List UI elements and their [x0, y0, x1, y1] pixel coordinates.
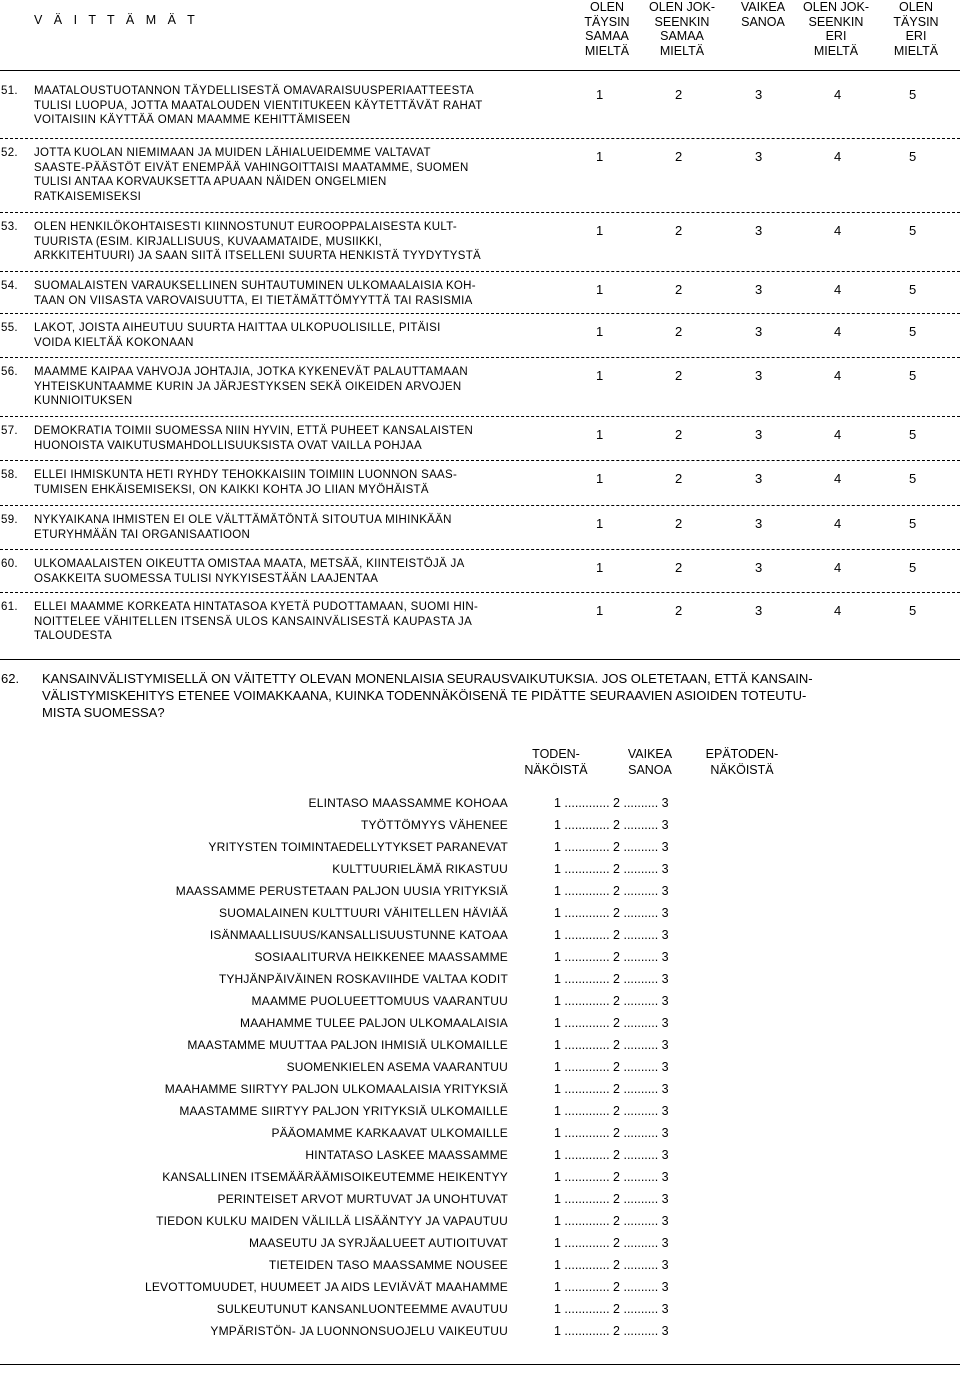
likert-row [0, 862, 960, 880]
statement-text-line: HUONOISTA VAIKUTUSMAHDOLLISUUKSISTA OVAT VAILLA POHJAA [34, 439, 422, 452]
row-separator [0, 416, 960, 417]
likert-options[interactable]: 1 ............. 2 .......... 3 [554, 1170, 669, 1184]
scale-option[interactable]: 5 [909, 427, 917, 442]
section-title: V Ä I T T Ä M Ä T [34, 13, 199, 27]
likert-options[interactable]: 1 ............. 2 .......... 3 [554, 1060, 669, 1074]
statement-text-line: TULISI ANTAA KORVAUKSETTA APUAAN NÄIDEN ONGELMIEN [34, 176, 387, 188]
likert-row [0, 994, 960, 1012]
scale-option[interactable]: 4 [834, 282, 842, 297]
scale-option[interactable]: 3 [755, 427, 763, 442]
row-separator [0, 138, 960, 139]
statement-text-line: ELLEI MAAMME KORKEATA HINTATASOA KYETÄ PUDOTTAMAAN, SUOMI HIN- [34, 601, 479, 613]
row-separator [0, 313, 960, 314]
statement-text-line: TAAN ON VIISASTA VAROVAISUUTTA, EI TIETÄMÄTTÖMYYTTÄ TAI RASISMIA [34, 294, 473, 307]
likert-item-label: MAASEUTU JA SYRJÄALUEET AUTIOITUVAT [248, 1236, 508, 1250]
likert-item-label: SOSIAALITURVA HEIKKENEE MAASSAMME [254, 950, 508, 964]
scale-option[interactable]: 3 [755, 603, 763, 618]
scale-option[interactable]: 5 [909, 282, 917, 297]
statement-text-line: SAASTE-PÄÄSTÖT EIVÄT ENEMPÄÄ VAHINGOITTAISI MAATAMME, SUOMEN [34, 161, 469, 174]
row-separator [0, 549, 960, 550]
statement-text-line: ULKOMAALAISTEN OIKEUTTA OMISTAA MAATA, METSÄÄ, KIINTEISTÖJÄ JA [34, 558, 465, 570]
scale-column-header: OLEN JOK- SEENKIN SAMAA MIELTÄ [649, 0, 715, 58]
likert-row [0, 1148, 960, 1166]
likert-row [0, 1192, 960, 1210]
statement-number: 59. [1, 514, 18, 526]
likert-options[interactable]: 1 ............. 2 .......... 3 [554, 862, 669, 876]
likert-item-label: KULTTUURIELÄMÄ RIKASTUU [332, 862, 508, 876]
scale-option[interactable]: 1 [596, 282, 604, 297]
likert-options[interactable]: 1 ............. 2 .......... 3 [554, 1192, 669, 1206]
likert-item-label: PÄÄOMAMME KARKAAVAT ULKOMAILLE [271, 1126, 508, 1140]
likert-options[interactable]: 1 ............. 2 .......... 3 [554, 1302, 669, 1316]
likert-item-label: MAASTAMME SIIRTYY PALJON YRITYKSIÄ ULKOMAILLE [179, 1104, 508, 1118]
statement-number: 54. [1, 280, 18, 292]
likert-item-label: LEVOTTOMUUDET, HUUMEET JA AIDS LEVIÄVÄT MAAHAMME [144, 1280, 508, 1294]
question-text-line: VÄLISTYMISKEHITYS ETENEE VOIMAKKAANA, KUINKA TODENNÄKÖISENÄ TE PIDÄTTE SEURAAVIEN ASIOIDEN TOTEUTU- [42, 688, 807, 703]
statement-text-line: MAAMME KAIPAA VAHVOJA JOHTAJIA, JOTKA KYKENEVÄT PALAUTTAMAAN [34, 366, 469, 378]
scale-option[interactable]: 2 [675, 282, 683, 297]
likert-row [0, 1280, 960, 1298]
likert-row [0, 884, 960, 902]
scale-option[interactable]: 5 [909, 368, 917, 383]
likert-row [0, 1038, 960, 1056]
statement-text-line: ARKKITEHTUURI) JA SAAN SIITÄ ITSELLENI SUURTA HENKISTÄ TYYDYTYSTÄ [34, 250, 482, 262]
likert-row [0, 1104, 960, 1122]
scale-option[interactable]: 5 [909, 560, 917, 575]
scale-option[interactable]: 3 [755, 516, 763, 531]
statement-text-line: SUOMALAISTEN VARAUKSELLINEN SUHTAUTUMINEN ULKOMAALAISIA KOH- [34, 280, 476, 292]
scale-option[interactable]: 3 [755, 560, 763, 575]
likert-item-label: SUOMALAINEN KULTTUURI VÄHITELLEN HÄVIÄÄ [219, 906, 508, 920]
scale-option[interactable]: 5 [909, 603, 917, 618]
question-number: 62. [1, 671, 20, 686]
likert-row [0, 1214, 960, 1232]
statement-text-line: RATKAISEMISEKSI [34, 190, 142, 203]
likert-item-label: KANSALLINEN ITSEMÄÄRÄÄMISOIKEUTEMME HEIKENTYY [162, 1170, 508, 1184]
row-separator [0, 212, 960, 213]
scale-option[interactable]: 4 [834, 87, 842, 102]
scale-option[interactable]: 3 [755, 87, 763, 102]
scale-option[interactable]: 5 [909, 471, 917, 486]
scale-option[interactable]: 2 [675, 603, 683, 618]
statement-text-line: VOIDA KIELTÄÄ KOKONAAN [34, 336, 194, 349]
scale-option[interactable]: 3 [755, 149, 763, 164]
likert-item-label: HINTATASO LASKEE MAASSAMME [305, 1148, 508, 1162]
scale-option[interactable]: 1 [596, 87, 604, 102]
likert-item-label: MAAHAMME SIIRTYY PALJON ULKOMAALAISIA YRITYKSIÄ [164, 1082, 508, 1096]
likert-options[interactable]: 1 ............. 2 .......... 3 [554, 1148, 669, 1162]
scale-option[interactable]: 2 [675, 223, 683, 238]
scale-option[interactable]: 2 [675, 471, 683, 486]
likert-options[interactable]: 1 ............. 2 .......... 3 [554, 1236, 669, 1250]
statement-number: 58. [1, 469, 18, 481]
scale-option[interactable]: 1 [596, 223, 604, 238]
row-separator [0, 505, 960, 506]
scale-option[interactable]: 1 [596, 427, 604, 442]
scale-option[interactable]: 1 [596, 149, 604, 164]
statement-number: 60. [1, 558, 18, 570]
scale-option[interactable]: 1 [596, 471, 604, 486]
statement-text-line: YHTEISKUNTAAMME KURIN JA JÄRJESTYKSEN SEKÄ OIKEIDEN ARVOJEN [34, 380, 462, 393]
likert-row [0, 906, 960, 924]
statement-text-line: KUNNIOITUKSEN [34, 395, 133, 407]
scale-option[interactable]: 5 [909, 149, 917, 164]
divider [0, 659, 960, 660]
likert-options[interactable]: 1 ............. 2 .......... 3 [554, 1016, 669, 1030]
likert-item-label: MAASTAMME MUUTTAA PALJON IHMISIÄ ULKOMAILLE [187, 1038, 508, 1052]
scale-option[interactable]: 3 [755, 368, 763, 383]
likert-options[interactable]: 1 ............. 2 .......... 3 [554, 1324, 669, 1338]
scale-option[interactable]: 5 [909, 223, 917, 238]
likert-options[interactable]: 1 ............. 2 .......... 3 [554, 818, 669, 832]
likert-header-unlikely: EPÄTODEN- NÄKÖISTÄ [705, 747, 779, 777]
scale-column-header: VAIKEA SANOA [740, 0, 786, 29]
likert-row [0, 1236, 960, 1254]
likert-row [0, 1126, 960, 1144]
likert-options[interactable]: 1 ............. 2 .......... 3 [554, 1082, 669, 1096]
likert-options[interactable]: 1 ............. 2 .......... 3 [554, 1038, 669, 1052]
question-text-line: MISTA SUOMESSA? [42, 705, 165, 720]
divider [0, 70, 960, 71]
statement-text-line: LAKOT, JOISTA AIHEUTUU SUURTA HAITTAA ULKOPUOLISILLE, PITÄISI [34, 322, 441, 334]
likert-item-label: MAASSAMME PERUSTETAAN PALJON UUSIA YRITYKSIÄ [175, 884, 508, 898]
row-separator [0, 271, 960, 272]
scale-option[interactable]: 3 [755, 324, 763, 339]
likert-item-label: ELINTASO MAASSAMME KOHOAA [308, 796, 508, 810]
scale-option[interactable]: 1 [596, 368, 604, 383]
statement-number: 57. [1, 425, 18, 437]
statement-text-line: NYKYAIKANA IHMISTEN EI OLE VÄLTTÄMÄTÖNTÄ SITOUTUA MIHINKÄÄN [34, 514, 452, 526]
statement-number: 56. [1, 366, 18, 378]
row-separator [0, 357, 960, 358]
scale-option[interactable]: 5 [909, 516, 917, 531]
statement-text-line: TUURISTA (ESIM. KIRJALLISUUS, KUVAAMATAIDE, MUSIIKKI, [34, 235, 382, 248]
scale-option[interactable]: 4 [834, 223, 842, 238]
likert-options[interactable]: 1 ............. 2 .......... 3 [554, 796, 669, 810]
scale-option[interactable]: 2 [675, 560, 683, 575]
scale-column-header: OLEN TÄYSIN ERI MIELTÄ [893, 0, 939, 58]
likert-row [0, 1060, 960, 1078]
scale-option[interactable]: 5 [909, 324, 917, 339]
scale-option[interactable]: 4 [834, 368, 842, 383]
likert-options[interactable]: 1 ............. 2 .......... 3 [554, 840, 669, 854]
likert-row [0, 796, 960, 814]
row-separator [0, 592, 960, 593]
likert-item-label: MAAMME PUOLUEETTOMUUS VAARANTUU [251, 994, 508, 1008]
likert-row [0, 1082, 960, 1100]
statement-text-line: TULISI LUOPUA, JOTTA MAATALOUDEN VIENTITUKEEN KÄYTETTÄVÄT RAHAT [34, 99, 483, 112]
scale-option[interactable]: 1 [596, 324, 604, 339]
scale-option[interactable]: 2 [675, 368, 683, 383]
likert-item-label: SULKEUTUNUT KANSANLUONTEEMME AVAUTUU [216, 1302, 508, 1316]
likert-options[interactable]: 1 ............. 2 .......... 3 [554, 972, 669, 986]
likert-header-likely: TODEN- NÄKÖISTÄ [524, 747, 588, 777]
likert-row [0, 1258, 960, 1276]
scale-option[interactable]: 4 [834, 427, 842, 442]
likert-item-label: YRITYSTEN TOIMINTAEDELLYTYKSET PARANEVAT [208, 840, 508, 854]
likert-row [0, 1170, 960, 1188]
divider [0, 1364, 960, 1365]
likert-options[interactable]: 1 ............. 2 .......... 3 [554, 1258, 669, 1272]
scale-option[interactable]: 3 [755, 471, 763, 486]
likert-options[interactable]: 1 ............. 2 .......... 3 [554, 1126, 669, 1140]
scale-option[interactable]: 2 [675, 324, 683, 339]
likert-options[interactable]: 1 ............. 2 .......... 3 [554, 906, 669, 920]
statement-number: 51. [1, 85, 18, 97]
scale-option[interactable]: 4 [834, 516, 842, 531]
scale-option[interactable]: 1 [596, 603, 604, 618]
likert-row [0, 818, 960, 836]
statement-number: 53. [1, 221, 18, 233]
statement-text-line: ELLEI IHMISKUNTA HETI RYHDY TEHOKKAISIIN TOIMIIN LUONNON SAAS- [34, 469, 458, 481]
likert-item-label: YMPÄRISTÖN- JA LUONNONSUOJELU VAIKEUTUU [210, 1324, 508, 1338]
likert-item-label: SUOMENKIELEN ASEMA VAARANTUU [286, 1060, 508, 1074]
likert-row [0, 928, 960, 946]
scale-option[interactable]: 4 [834, 149, 842, 164]
scale-option[interactable]: 5 [909, 87, 917, 102]
scale-option[interactable]: 3 [755, 282, 763, 297]
statement-number: 61. [1, 601, 18, 613]
statement-number: 52. [1, 147, 18, 159]
likert-row [0, 1016, 960, 1034]
likert-item-label: PERINTEISET ARVOT MURTUVAT JA UNOHTUVAT [217, 1192, 508, 1206]
scale-column-header: OLEN JOK- SEENKIN ERI MIELTÄ [803, 0, 869, 58]
scale-option[interactable]: 4 [834, 560, 842, 575]
likert-options[interactable]: 1 ............. 2 .......... 3 [554, 1104, 669, 1118]
statement-text-line: VOITAISIIN KÄYTTÄÄ OMAN MAAMME KEHITTÄMISEEN [34, 114, 351, 126]
scale-option[interactable]: 4 [834, 603, 842, 618]
scale-option[interactable]: 2 [675, 427, 683, 442]
likert-options[interactable]: 1 ............. 2 .......... 3 [554, 884, 669, 898]
likert-options[interactable]: 1 ............. 2 .......... 3 [554, 1214, 669, 1228]
likert-item-label: TIEDON KULKU MAIDEN VÄLILLÄ LISÄÄNTYY JA VAPAUTUU [156, 1214, 508, 1228]
scale-option[interactable]: 1 [596, 560, 604, 575]
likert-row [0, 1302, 960, 1320]
scale-option[interactable]: 1 [596, 516, 604, 531]
likert-item-label: TIETEIDEN TASO MAASSAMME NOUSEE [268, 1258, 508, 1272]
statement-text-line: MAATALOUSTUOTANNON TÄYDELLISESTÄ OMAVARAISUUSPERIAATTEESTA [34, 85, 474, 97]
row-separator [0, 460, 960, 461]
scale-option[interactable]: 4 [834, 324, 842, 339]
statement-text-line: TALOUDESTA [34, 630, 112, 642]
statement-number: 55. [1, 322, 18, 334]
statement-text-line: OSAKKEITA SUOMESSA TULISI NYKYISESTÄÄN LAAJENTAA [34, 572, 379, 585]
likert-options[interactable]: 1 ............. 2 .......... 3 [554, 950, 669, 964]
likert-item-label: MAAHAMME TULEE PALJON ULKOMAALAISIA [240, 1016, 508, 1030]
scale-option[interactable]: 4 [834, 471, 842, 486]
scale-option[interactable]: 2 [675, 87, 683, 102]
scale-option[interactable]: 2 [675, 149, 683, 164]
likert-item-label: TYÖTTÖMYYS VÄHENEE [361, 818, 508, 832]
likert-options[interactable]: 1 ............. 2 .......... 3 [554, 928, 669, 942]
likert-header-hard-to-say: VAIKEA SANOA [627, 747, 673, 777]
likert-row [0, 840, 960, 858]
likert-row [0, 1324, 960, 1342]
likert-item-label: TYHJÄNPÄIVÄINEN ROSKAVIIHDE VALTAA KODIT [218, 972, 508, 986]
likert-item-label: ISÄNMAALLISUUS/KANSALLISUUSTUNNE KATOAA [209, 928, 508, 942]
scale-option[interactable]: 2 [675, 516, 683, 531]
likert-options[interactable]: 1 ............. 2 .......... 3 [554, 1280, 669, 1294]
question-text-line: KANSAINVÄLISTYMISELLÄ ON VÄITETTY OLEVAN MONENLAISIA SEURAUSVAIKUTUKSIA. JOS OLETETAAN, ETTÄ KANSAIN- [42, 671, 813, 686]
scale-option[interactable]: 3 [755, 223, 763, 238]
statement-text-line: TUMISEN EHKÄISEMISEKSI, ON KAIKKI KOHTA JO LIIAN MYÖHÄISTÄ [34, 483, 429, 496]
likert-row [0, 950, 960, 968]
statement-text-line: ETURYHMÄÄN TAI ORGANISAATIOON [34, 528, 251, 541]
scale-column-header: OLEN TÄYSIN SAMAA MIELTÄ [584, 0, 630, 58]
statement-text-line: NOITTELEE VÄHITELLEN ITSENSÄ ULOS KANSAINVÄLISESTÄ KAUPASTA JA [34, 615, 473, 628]
statement-text-line: OLEN HENKILÖKOHTAISESTI KIINNOSTUNUT EUROOPPALAISESTA KULT- [34, 221, 458, 233]
statement-text-line: DEMOKRATIA TOIMII SUOMESSA NIIN HYVIN, ETTÄ PUHEET KANSALAISTEN [34, 425, 474, 437]
statement-text-line: JOTTA KUOLAN NIEMIMAAN JA MUIDEN LÄHIALUEIDEMME VALTAVAT [34, 147, 431, 159]
likert-row [0, 972, 960, 990]
likert-options[interactable]: 1 ............. 2 .......... 3 [554, 994, 669, 1008]
